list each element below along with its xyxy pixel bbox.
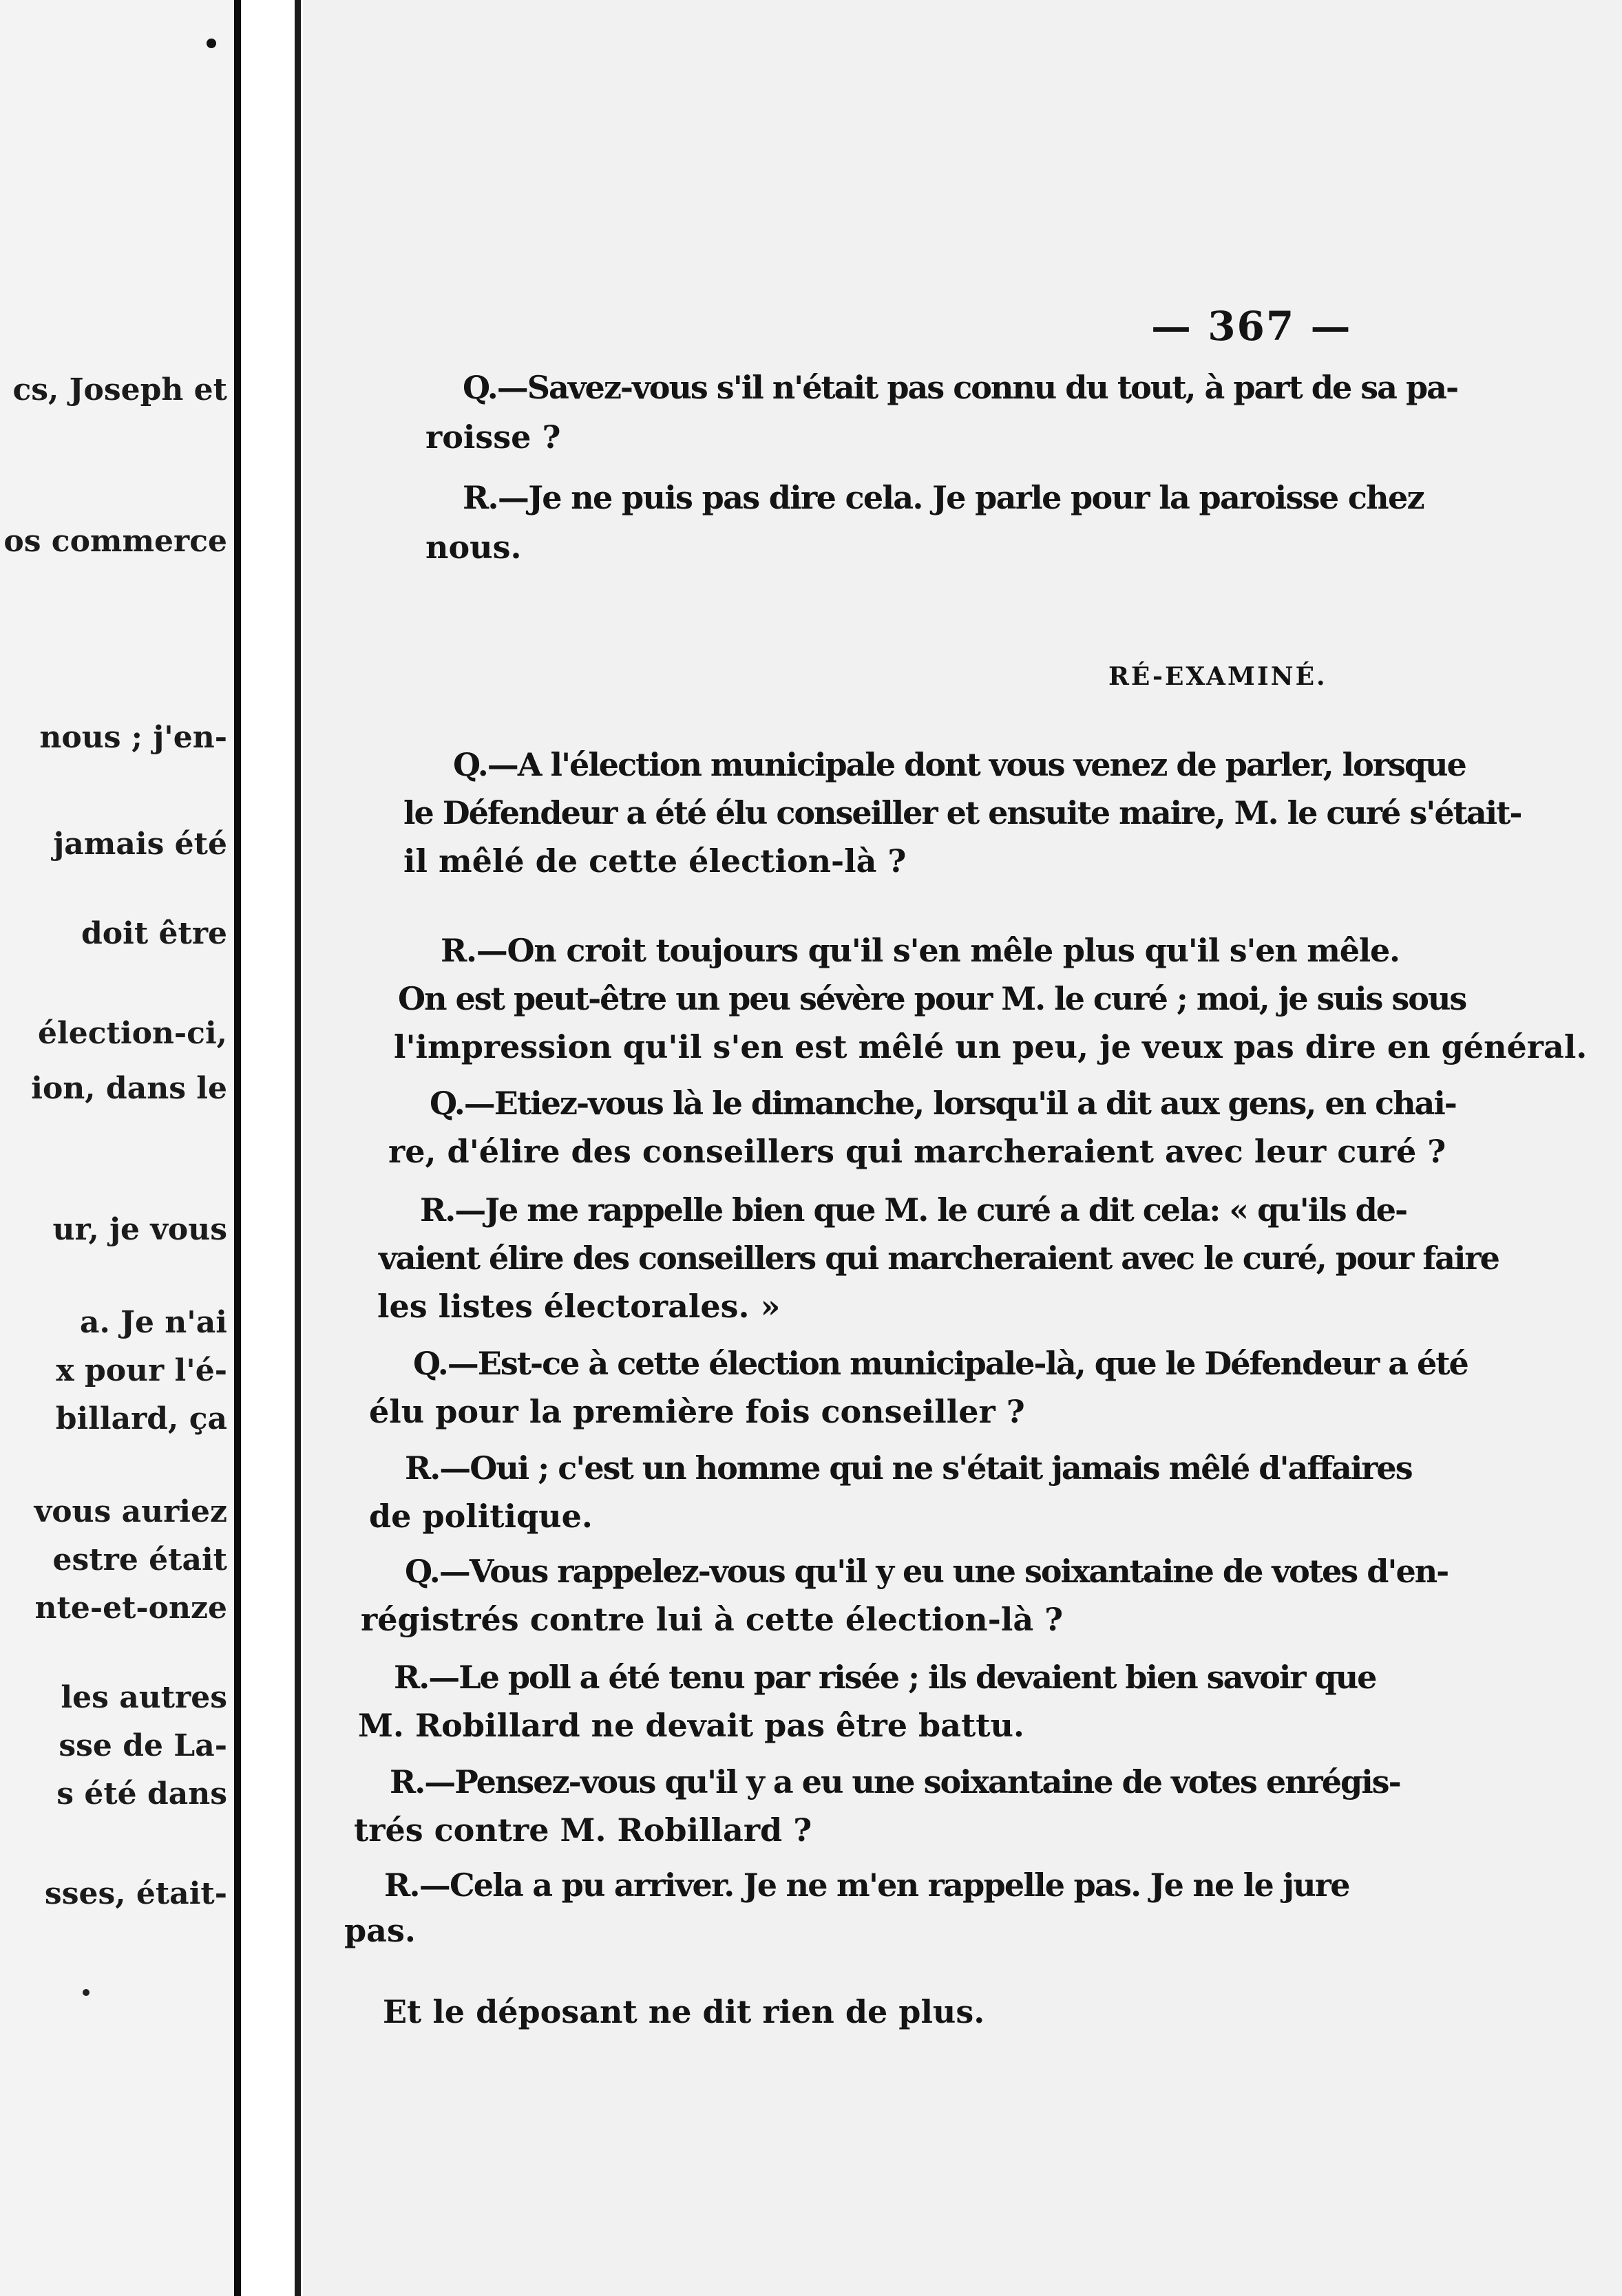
facing-page-line: ur, je vous	[52, 1212, 227, 1247]
facing-page-line: élection-ci,	[38, 1016, 227, 1051]
text-line: Q.—Est-ce à cette élection municipale-là, que le Défendeur a été	[413, 1345, 1468, 1382]
text-line: roisse ?	[425, 418, 561, 456]
text-line: Q.—Savez-vous s'il n'était pas connu du tout, à part de sa pa-	[463, 369, 1458, 406]
facing-page-line: s été dans	[56, 1776, 227, 1811]
text-line: il mêlé de cette élection-là ?	[403, 842, 907, 880]
text-line: Q.—Etiez-vous là le dimanche, lorsqu'il a dit aux gens, en chai-	[430, 1085, 1456, 1122]
text-line: R.—Cela a pu arriver. Je ne m'en rappelle pas. Je ne le jure	[384, 1867, 1349, 1904]
facing-page-line: estre était	[52, 1542, 227, 1577]
text-line: de politique.	[369, 1498, 593, 1535]
text-line: re, d'élire des conseillers qui marcheraient avec leur curé ?	[388, 1133, 1446, 1170]
page-gutter	[242, 0, 303, 2296]
binding-rule-left	[234, 0, 241, 2296]
text-line: Q.—A l'élection municipale dont vous venez de parler, lorsque	[453, 746, 1466, 783]
text-line: les listes électorales. »	[377, 1288, 781, 1325]
facing-page-line: sses, était-	[44, 1876, 227, 1911]
ink-spot	[83, 1989, 89, 1996]
facing-page-line: os commerce	[3, 524, 227, 559]
text-line: le Défendeur a été élu conseiller et ensuite maire, M. le curé s'était-	[403, 794, 1521, 831]
binding-rule-right	[295, 0, 301, 2296]
text-line: R.—Je me rappelle bien que M. le curé a dit cela: « qu'ils de-	[420, 1191, 1407, 1229]
facing-page-line: a. Je n'ai	[80, 1305, 227, 1340]
text-line: R.—Le poll a été tenu par risée ; ils devaient bien savoir que	[394, 1659, 1376, 1696]
text-line: R.—Je ne puis pas dire cela. Je parle pour la paroisse chez	[463, 479, 1424, 516]
text-line: l'impression qu'il s'en est mêlé un peu, je veux pas dire en général.	[394, 1028, 1588, 1065]
facing-page-line: doit être	[81, 916, 227, 951]
text-line: Q.—Vous rappelez-vous qu'il y eu une soixantaine de votes d'en-	[405, 1553, 1449, 1590]
text-line: nous.	[425, 529, 522, 566]
facing-page-line: sse de La-	[59, 1728, 227, 1763]
text-line: vaient élire des conseillers qui marcheraient avec le curé, pour faire	[379, 1240, 1499, 1277]
text-line: M. Robillard ne devait pas être battu.	[358, 1707, 1024, 1744]
facing-page-line: cs, Joseph et	[12, 372, 227, 407]
text-line: On est peut-être un peu sévère pour M. le curé ; moi, je suis sous	[398, 980, 1466, 1017]
facing-page-line: ion, dans le	[31, 1071, 227, 1106]
facing-page-fragment	[0, 0, 242, 2296]
text-line: élu pour la première fois conseiller ?	[369, 1393, 1025, 1430]
facing-page-line: nte-et-onze	[34, 1591, 227, 1626]
facing-page-line: vous auriez	[34, 1494, 227, 1529]
page-number: — 367 —	[1151, 303, 1352, 350]
text-line: R.—Oui ; c'est un homme qui ne s'était jamais mêlé d'affaires	[405, 1449, 1412, 1487]
facing-page-line: les autres	[61, 1680, 227, 1715]
text-line: R.—Pensez-vous qu'il y a eu une soixantaine de votes enrégis-	[390, 1763, 1400, 1800]
text-line: trés contre M. Robillard ?	[354, 1811, 812, 1849]
section-heading: RÉ-EXAMINÉ.	[1108, 662, 1327, 691]
facing-page-line: nous ; j'en-	[39, 720, 227, 755]
text-line: pas.	[344, 1912, 416, 1949]
ink-spot	[207, 39, 216, 48]
facing-page-line: billard, ça	[55, 1401, 227, 1436]
facing-page-line: x pour l'é-	[56, 1353, 227, 1388]
facing-page-line: jamais été	[53, 827, 227, 862]
text-line: régistrés contre lui à cette élection-là ?	[361, 1601, 1064, 1638]
text-line: Et le déposant ne dit rien de plus.	[383, 1993, 985, 2030]
text-line: R.—On croit toujours qu'il s'en mêle plus qu'il s'en mêle.	[441, 932, 1400, 969]
